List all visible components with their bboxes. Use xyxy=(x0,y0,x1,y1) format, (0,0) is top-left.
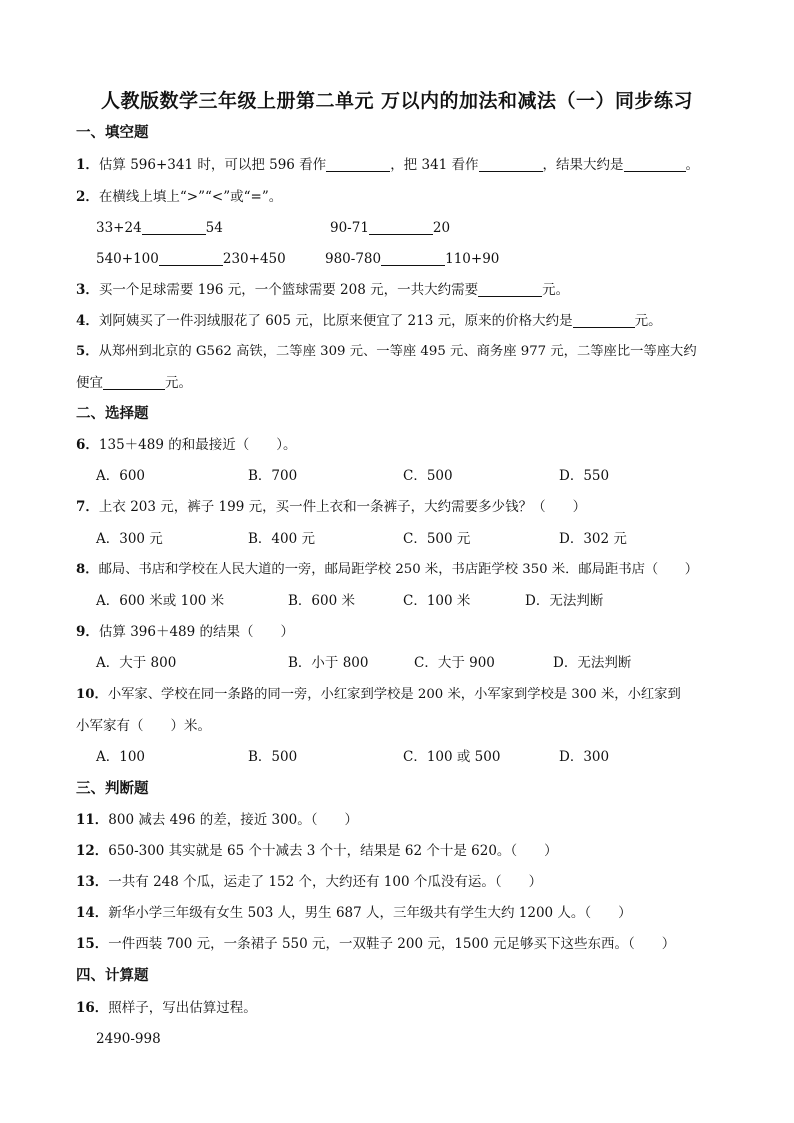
question-16 xyxy=(76,999,257,1017)
option-b[interactable]: B．400 元 xyxy=(248,531,315,547)
compare-left: 90-71 xyxy=(330,220,369,236)
question-text: 650-300 其实就是 65 个十减去 3 个十，结果是 62 个十是 620。（ ） xyxy=(108,843,558,859)
question-text: 新华小学三年级有女生 503 人，男生 687 人，三年级共有学生大约 1200 人。（ ） xyxy=(108,905,632,921)
question-text: 小军家、学校在同一条路的同一旁，小红家到学校是 200 米，小军家到学校是 300 米，小红家到 xyxy=(107,687,681,702)
compare-left: 33+24 xyxy=(96,220,142,236)
question-text: 一件西装 700 元，一条裙子 550 元，一双鞋子 200 元，1500 元足够买下这些东西。（ ） xyxy=(108,936,676,952)
question-number: 4． xyxy=(76,313,99,329)
page-title: 人教版数学三年级上册第二单元 万以内的加法和减法（一）同步练习 xyxy=(100,90,694,112)
option-a[interactable]: A．大于 800 xyxy=(96,655,177,671)
question-9 xyxy=(76,623,294,641)
option-c[interactable]: C．500 元 xyxy=(403,531,471,547)
question-text: 。 xyxy=(685,157,700,173)
question-text: 便宜 xyxy=(76,375,103,391)
question-text: 元。 xyxy=(634,313,662,329)
option-c[interactable]: C．100 或 500 xyxy=(403,749,501,765)
question-5-continued xyxy=(76,374,192,392)
answer-blank[interactable] xyxy=(478,282,542,297)
option-b[interactable]: B．700 xyxy=(248,468,298,484)
question-number: 16． xyxy=(76,1000,109,1016)
option-b[interactable]: B．小于 800 xyxy=(288,655,369,671)
section-heading-true-false: 三、判断题 xyxy=(76,780,149,797)
option-c[interactable]: C．100 米 xyxy=(403,593,471,609)
answer-blank[interactable] xyxy=(326,157,390,172)
option-b[interactable]: B．600 米 xyxy=(288,593,355,609)
question-12 xyxy=(76,842,558,860)
question-text: 从郑州到北京的 G562 高铁，二等座 309 元、一等座 495 元、商务座 977 元，二等座比一等座大约 xyxy=(98,344,697,359)
compare-left: 980-780 xyxy=(325,251,382,267)
question-text: 邮局、书店和学校在人民大道的一旁，邮局距学校 250 米，书店距学校 350 米．邮局距书店（ ） xyxy=(98,562,699,577)
question-number: 13． xyxy=(76,874,109,890)
option-d[interactable]: D．300 xyxy=(559,749,610,765)
question-number: 8． xyxy=(76,562,99,577)
question-number: 9． xyxy=(76,624,99,640)
question-number: 15． xyxy=(76,936,109,952)
section-heading-calculation: 四、计算题 xyxy=(76,967,149,984)
option-a[interactable]: A．600 xyxy=(96,468,146,484)
question-text: 800 减去 496 的差，接近 300。（ ） xyxy=(108,812,359,828)
question-1 xyxy=(76,156,699,174)
section-heading-fill-in: 一、填空题 xyxy=(76,124,149,141)
question-number: 7． xyxy=(76,499,99,515)
compare-item xyxy=(96,219,223,237)
question-number: 6． xyxy=(76,437,99,453)
question-text: ，结果大约是 xyxy=(542,157,624,173)
question-number: 1． xyxy=(76,157,99,173)
question-text: 在横线上填上“>”“<”或“=”。 xyxy=(98,189,283,205)
compare-item xyxy=(325,250,499,268)
question-number: 5． xyxy=(76,344,99,359)
question-text: 照样子，写出估算过程。 xyxy=(108,1000,257,1016)
question-text: ，把 341 看作 xyxy=(390,157,479,173)
question-number: 11． xyxy=(76,812,109,828)
answer-blank[interactable] xyxy=(369,220,433,235)
question-number: 10． xyxy=(76,687,108,702)
question-3 xyxy=(76,281,569,299)
answer-blank[interactable] xyxy=(381,251,445,266)
compare-left: 540+100 xyxy=(96,251,159,267)
question-4 xyxy=(76,312,662,330)
compare-right: 110+90 xyxy=(445,251,500,267)
answer-blank[interactable] xyxy=(479,157,543,172)
question-15 xyxy=(76,935,675,953)
compare-right: 54 xyxy=(205,220,223,236)
question-5 xyxy=(76,343,697,361)
option-b[interactable]: B．500 xyxy=(248,749,298,765)
option-d[interactable]: D．302 元 xyxy=(559,531,627,547)
option-c[interactable]: C．大于 900 xyxy=(414,655,495,671)
option-a[interactable]: A．300 元 xyxy=(96,531,163,547)
question-text: 刘阿姨买了一件羽绒服花了 605 元，比原来便宜了 213 元，原来的价格大约是 xyxy=(98,313,573,329)
question-text: 元。 xyxy=(165,375,192,391)
question-text: 一共有 248 个瓜，运走了 152 个，大约还有 100 个瓜没有运。（ ） xyxy=(108,874,543,890)
question-2 xyxy=(76,188,282,206)
question-text: 买一个足球需要 196 元，一个篮球需要 208 元，一共大约需要 xyxy=(98,282,479,298)
option-a[interactable]: A．100 xyxy=(96,749,146,765)
question-number: 12． xyxy=(76,843,109,859)
question-11 xyxy=(76,811,358,829)
question-text: 估算 596+341 时，可以把 596 看作 xyxy=(98,157,327,173)
compare-right: 230+450 xyxy=(222,251,286,267)
compare-item xyxy=(330,219,450,237)
question-7 xyxy=(76,498,586,516)
answer-blank[interactable] xyxy=(573,313,635,328)
answer-blank[interactable] xyxy=(624,157,686,172)
option-d[interactable]: D．无法判断 xyxy=(525,593,604,609)
question-text: 135＋489 的和最接近（ ）。 xyxy=(98,437,297,453)
question-number: 14． xyxy=(76,905,109,921)
compare-item xyxy=(96,250,286,268)
option-a[interactable]: A．600 米或 100 米 xyxy=(96,593,225,609)
question-text: 上衣 203 元，裤子 199 元，买一件上衣和一条裤子，大约需要多少钱？（ ） xyxy=(98,499,587,515)
example-expression: 2490-998 xyxy=(96,1031,161,1047)
option-d[interactable]: D．无法判断 xyxy=(553,655,632,671)
question-8 xyxy=(76,561,698,579)
question-text: 估算 396＋489 的结果（ ） xyxy=(98,624,295,640)
question-14 xyxy=(76,904,632,922)
question-number: 3． xyxy=(76,282,99,298)
answer-blank[interactable] xyxy=(103,375,165,390)
question-13 xyxy=(76,873,542,891)
question-number: 2． xyxy=(76,189,99,205)
question-text: 元。 xyxy=(542,282,570,298)
question-10 xyxy=(76,686,681,704)
question-10-continued: 小军家有（ ）米。 xyxy=(76,718,211,734)
option-d[interactable]: D．550 xyxy=(559,468,610,484)
answer-blank[interactable] xyxy=(159,251,223,266)
option-c[interactable]: C．500 xyxy=(403,468,453,484)
answer-blank[interactable] xyxy=(142,220,206,235)
section-heading-multiple-choice: 二、选择题 xyxy=(76,405,149,422)
compare-right: 20 xyxy=(432,220,451,236)
question-6 xyxy=(76,436,296,454)
